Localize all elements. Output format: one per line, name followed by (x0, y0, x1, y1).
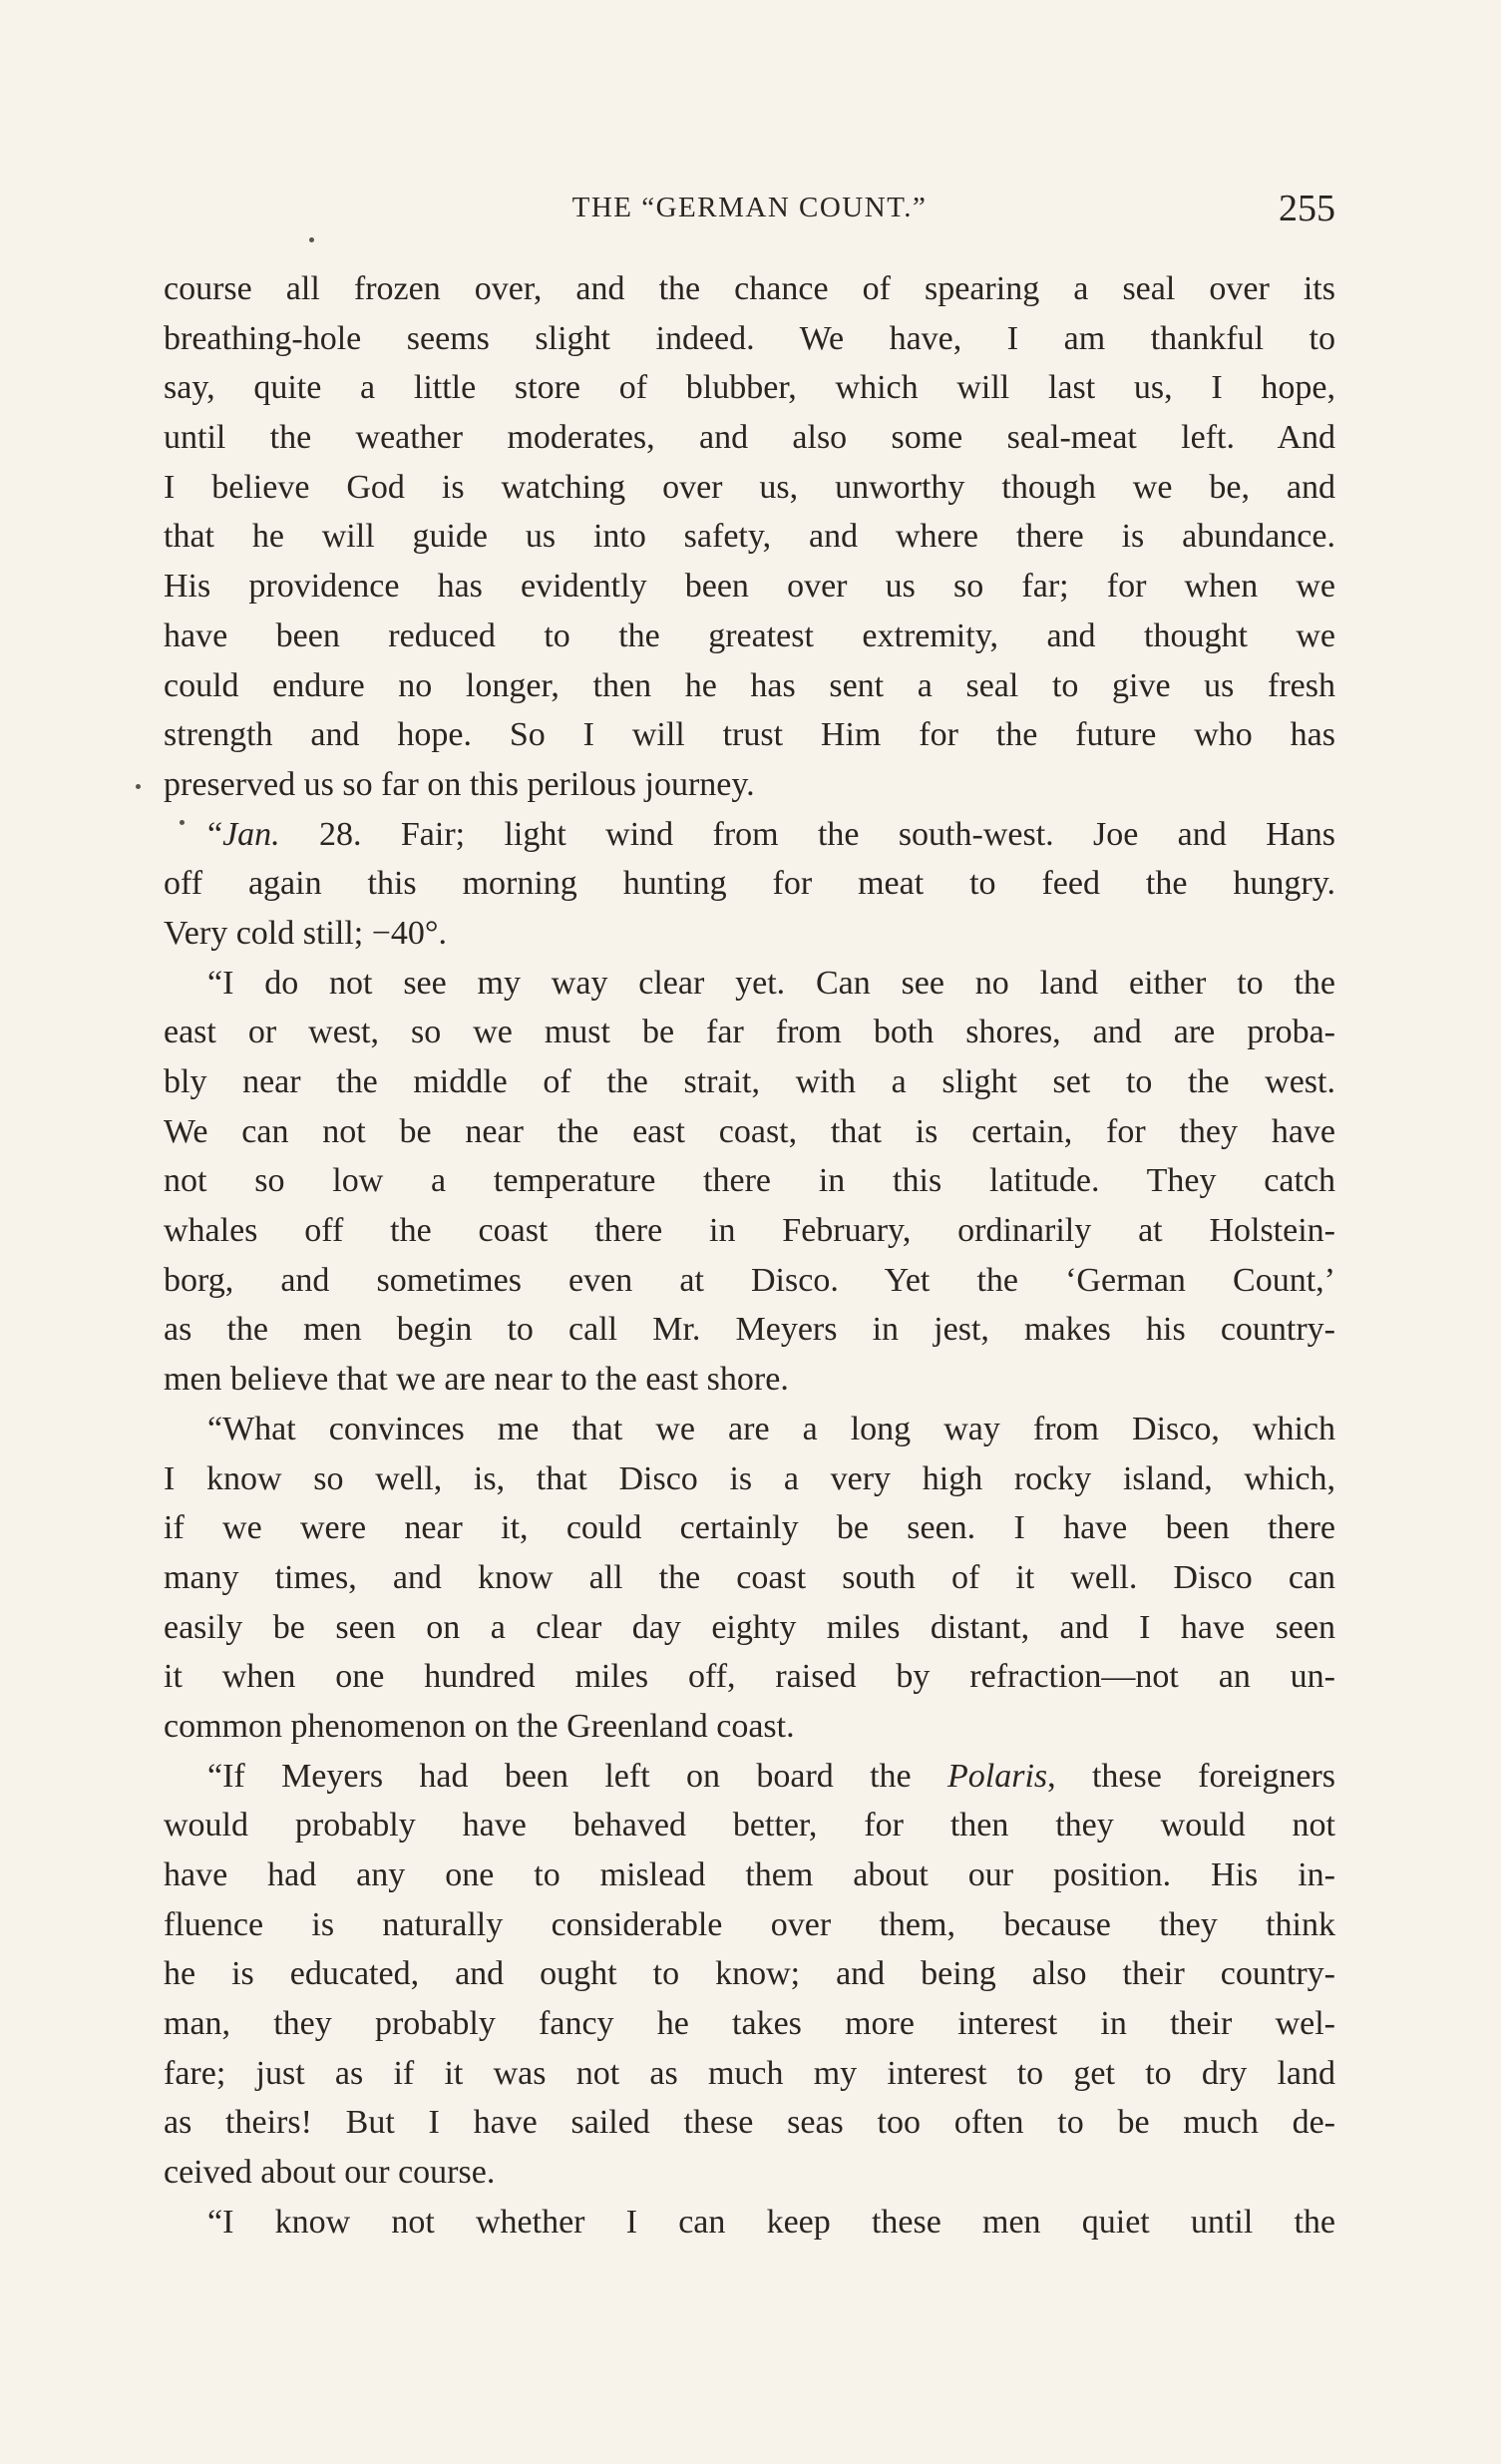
running-title: THE “GERMAN COUNT.” (571, 192, 928, 223)
text-line: preserved us so far on this perilous journey. (164, 765, 755, 803)
text-line: “What convinces me that we are a long way from Disco, which (207, 1410, 1335, 1447)
text-line: fluence is naturally considerable over them, because they think (164, 1905, 1335, 1943)
text-line: whales off the coast there in February, ordinarily at Holstein- (164, 1212, 1335, 1250)
paper-speck (309, 237, 314, 242)
text-line: many times, and know all the coast south of it well. Disco can (164, 1558, 1335, 1596)
text-line: I know so well, is, that Disco is a very high rocky island, which, (164, 1459, 1335, 1497)
text-line: say, quite a little store of blubber, which will last us, I hope, (164, 369, 1335, 407)
running-head (164, 188, 1335, 237)
body-text (164, 264, 1335, 2248)
text-line: common phenomenon on the Greenland coast. (164, 1707, 795, 1745)
text-line: breathing-hole seems slight indeed. We have, I am thankful to (164, 319, 1335, 357)
text-line: borg, and sometimes even at Disco. Yet the ‘German Count,’ (164, 1261, 1335, 1299)
text-line: ceived about our course. (164, 2154, 496, 2192)
text-line: have been reduced to the greatest extremity, and thought we (164, 616, 1335, 654)
text-line: His providence has evidently been over us so far; for when we (164, 568, 1335, 606)
text-line: course all frozen over, and the chance of spearing a seal over its (164, 270, 1335, 307)
text-line: if we were near it, could certainly be seen. I have been there (164, 1509, 1335, 1547)
text-line: “If Meyers had been left on board the Polaris, these foreigners (207, 1757, 1335, 1795)
text-line: men believe that we are near to the east shore. (164, 1361, 789, 1399)
text-line: that he will guide us into safety, and where there is abundance. (164, 518, 1335, 556)
text-line: until the weather moderates, and also some seal-meat left. And (164, 419, 1335, 457)
text-line: as the men begin to call Mr. Meyers in jest, makes his country- (164, 1311, 1335, 1349)
text-line: he is educated, and ought to know; and being also their country- (164, 1955, 1335, 1993)
text-line: We can not be near the east coast, that is certain, for they have (164, 1112, 1335, 1150)
text-line: I believe God is watching over us, unworthy though we be, and (164, 468, 1335, 506)
text-line: “I do not see my way clear yet. Can see no land either to the (207, 964, 1335, 1002)
text-line: off again this morning hunting for meat to feed the hungry. (164, 865, 1335, 903)
text-line: as theirs! But I have sailed these seas too often to be much de- (164, 2104, 1335, 2142)
text-line: would probably have behaved better, for then they would not (164, 1807, 1335, 1845)
text-line: “Jan. 28. Fair; light wind from the south-west. Joe and Hans (207, 815, 1335, 853)
text-line: east or west, so we must be far from both shores, and are proba- (164, 1014, 1335, 1051)
text-line: bly near the middle of the strait, with a slight set to the west. (164, 1063, 1335, 1100)
text-line: strength and hope. So I will trust Him for the future who has (164, 716, 1335, 754)
text-line: “I know not whether I can keep these men quiet until the (207, 2203, 1335, 2241)
text-line: fare; just as if it was not as much my interest to get to dry land (164, 2054, 1335, 2092)
paper-speck (180, 820, 185, 825)
text-line: have had any one to mislead them about our position. His in- (164, 1856, 1335, 1893)
paper-speck (136, 784, 141, 789)
page-number: 255 (1279, 188, 1335, 229)
text-line: it when one hundred miles off, raised by refraction—not an un- (164, 1658, 1335, 1696)
text-line: easily be seen on a clear day eighty miles distant, and I have seen (164, 1608, 1335, 1646)
text-line: could endure no longer, then he has sent a seal to give us fresh (164, 666, 1335, 704)
text-line: not so low a temperature there in this latitude. They catch (164, 1162, 1335, 1200)
text-line: Very cold still; −40°. (164, 914, 447, 952)
text-line: man, they probably fancy he takes more interest in their wel- (164, 2005, 1335, 2043)
